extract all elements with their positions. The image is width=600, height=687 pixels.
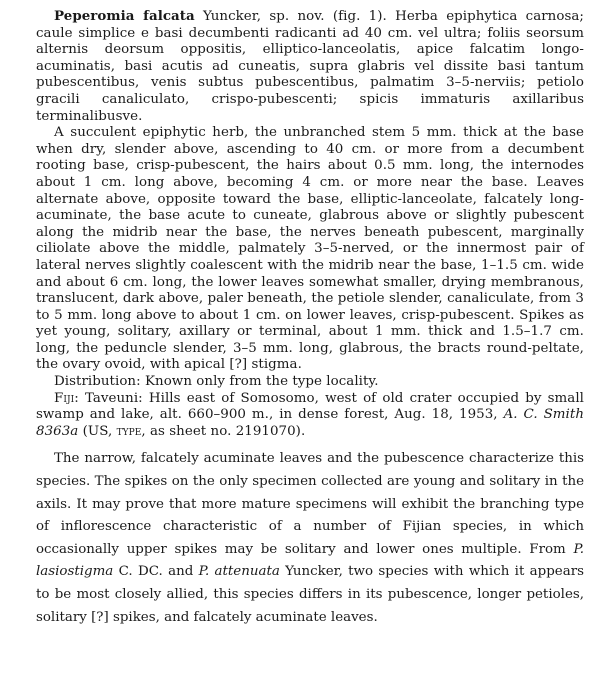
type-label: type: [116, 423, 142, 439]
specimen-locality: : Taveuni: Hills east of Somosomo, west of old crater occupied by small swamp and lake, alt. 660–900 m., in dense forest, Aug. 18, 1953,: [36, 390, 584, 423]
distribution-line: Distribution: Known only from the type locality.: [54, 374, 379, 390]
discussion-paragraph: [36, 448, 584, 629]
species-name: Peperomia falcata: [54, 8, 195, 24]
specimen-citation: [36, 391, 584, 441]
collector-number: A. C. Smith 8363a: [36, 407, 584, 439]
document-page: [36, 8, 584, 629]
herbarium-text: (US,: [78, 423, 117, 439]
spacer: [36, 440, 584, 448]
related-species-2: P. attenuata: [198, 564, 280, 580]
latin-text: Yuncker, sp. nov. (fig. 1). Herba epiphytica carnosa; caule simplice e basi decumbenti radicanti ad 40 cm. vel ultra; foliis seorsum alternis deorsum oppositis, elliptico-lanceolatis, apice falcatim longo-acuminatis, basi acutis ad cuneatis, supra glabris vel dissite basi tantum pubescentibus, venis subtus pubescentibus, palmatim 3–5-nerviis; petiolo gracili canaliculato, crispo-pubescenti; spicis immaturis axillaribus terminalibusve.: [36, 9, 584, 124]
region-label: Fiji: [54, 390, 75, 406]
english-description: A succulent epiphytic herb, the unbranched stem 5 mm. thick at the base when dry, slender above, ascending to 40 cm. or more from a decumbent rooting base, crisp-pubescent, the hairs about 0.5 mm. long, the internodes about 1 cm. long above, becoming 4 cm. or more near the base. Leaves alternate above, opposite toward the base, elliptic-lanceolate, falcately long-acuminate, the base acute to cuneate, glabrous above or slightly pubescent along the midrib near the base, the nerves beneath pubescent, marginally ciliolate above the middle, palmately 3–5-nerved, or the innermost pair of lateral nerves slightly coalescent with the midrib near the base, 1–1.5 cm. wide and about 6 cm. long, the lower leaves somewhat smaller, drying membranous, translucent, dark above, paler beneath, the petiole slender, canaliculate, from 3 to 5 mm. long above to about 1 cm. on lower leaves, crisp-pubescent. Spikes as yet young, solitary, axillary or terminal, about 1 mm. thick and 1.5–1.7 cm. long, the peduncle slender, 3–5 mm. long, glabrous, the bracts round-peltate, the ovary ovoid, with apical [?] stigma.: [36, 125, 584, 373]
discussion-text-c: Yuncker, two species with which it appears to be most closely allied, this species differs in its pubescence, longer petioles, solitary [?] spikes, and falcately acuminate leaves.: [36, 564, 584, 625]
latin-diagnosis: [36, 8, 584, 125]
sheet-number-text: , as sheet no. 2191070).: [141, 423, 306, 439]
discussion-text-b: C. DC. and: [113, 564, 199, 580]
related-species-1: P. lasiostigma: [36, 541, 584, 580]
discussion-text-a: The narrow, falcately acuminate leaves and the pubescence characterize this species. The spikes on the only specimen collected are young and solitary in the axils. It may prove that more mature specimens will exhibit the branching type of inflorescence characteristic of a number of Fijian species, in which occasionally upper spikes may be solitary and lower ones multiple. From: [36, 451, 584, 557]
